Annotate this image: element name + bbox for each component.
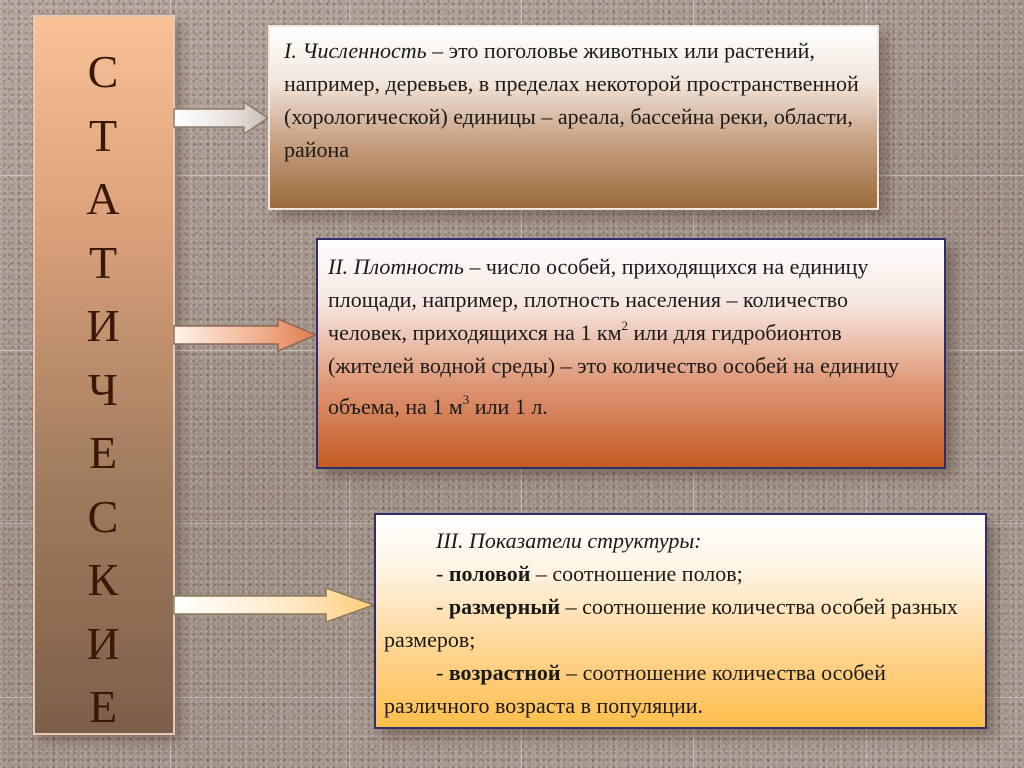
list-item [384,656,973,722]
definition-text [328,390,930,423]
vertical-letter: Е [88,681,120,732]
term-label: I. Численность [284,38,427,63]
definition-body: – соотношение количества особей разных размеров; [384,594,958,652]
definition-text [284,34,865,166]
term-label: размерный [448,594,561,619]
term-label: возрастной [448,660,561,685]
definition-body: – соотношение количества особей различного возраста в популяции. [384,660,886,718]
vertical-letter: И [86,300,122,351]
vertical-letter: К [87,554,121,605]
box-title: III. Показатели структуры: [436,528,702,553]
definition-box-structure [374,513,987,729]
definition-body: – это поголовье животных или растений, например, деревьев, в пределах некоторой пространственной (хорологической) единицы – ареала, бассейна реки, области, района [284,38,859,162]
vertical-title [35,40,173,739]
vertical-letter: Т [88,109,120,161]
definition-box-abundance [268,25,879,210]
definition-text [328,250,930,382]
definition-body: объема, на 1 м [328,394,463,419]
definition-body: – число особей, приходящихся на единицу площади, например, плотность населения – количество человек, приходящихся на 1 км [328,254,869,345]
list-dash: - [436,660,449,685]
list-dash: - [436,561,449,586]
vertical-letter: С [87,490,121,542]
arrow-right-icon [172,317,320,353]
list-item [384,557,973,590]
vertical-letter: Т [88,236,120,288]
arrow-right-icon [172,586,378,624]
arrow-right-icon [172,100,272,136]
vertical-letter: А [86,173,122,224]
term-label: половой [448,561,531,586]
definition-body: или для гидробионтов (жителей водной среды) – это количество особей на единицу [328,320,899,378]
vertical-letter: И [86,617,122,669]
vertical-letter: Ч [88,363,120,415]
vertical-title-bar [33,15,175,735]
definition-body: или 1 л. [469,394,548,419]
vertical-letter: С [87,46,121,97]
list-item [384,590,973,656]
superscript: 2 [621,317,629,333]
definition-body: – соотношение полов; [530,561,743,586]
list-dash: - [436,594,449,619]
superscript: 3 [462,391,470,407]
vertical-letter: Е [88,427,120,478]
term-label: II. Плотность [328,254,464,279]
definition-box-density [316,238,946,469]
